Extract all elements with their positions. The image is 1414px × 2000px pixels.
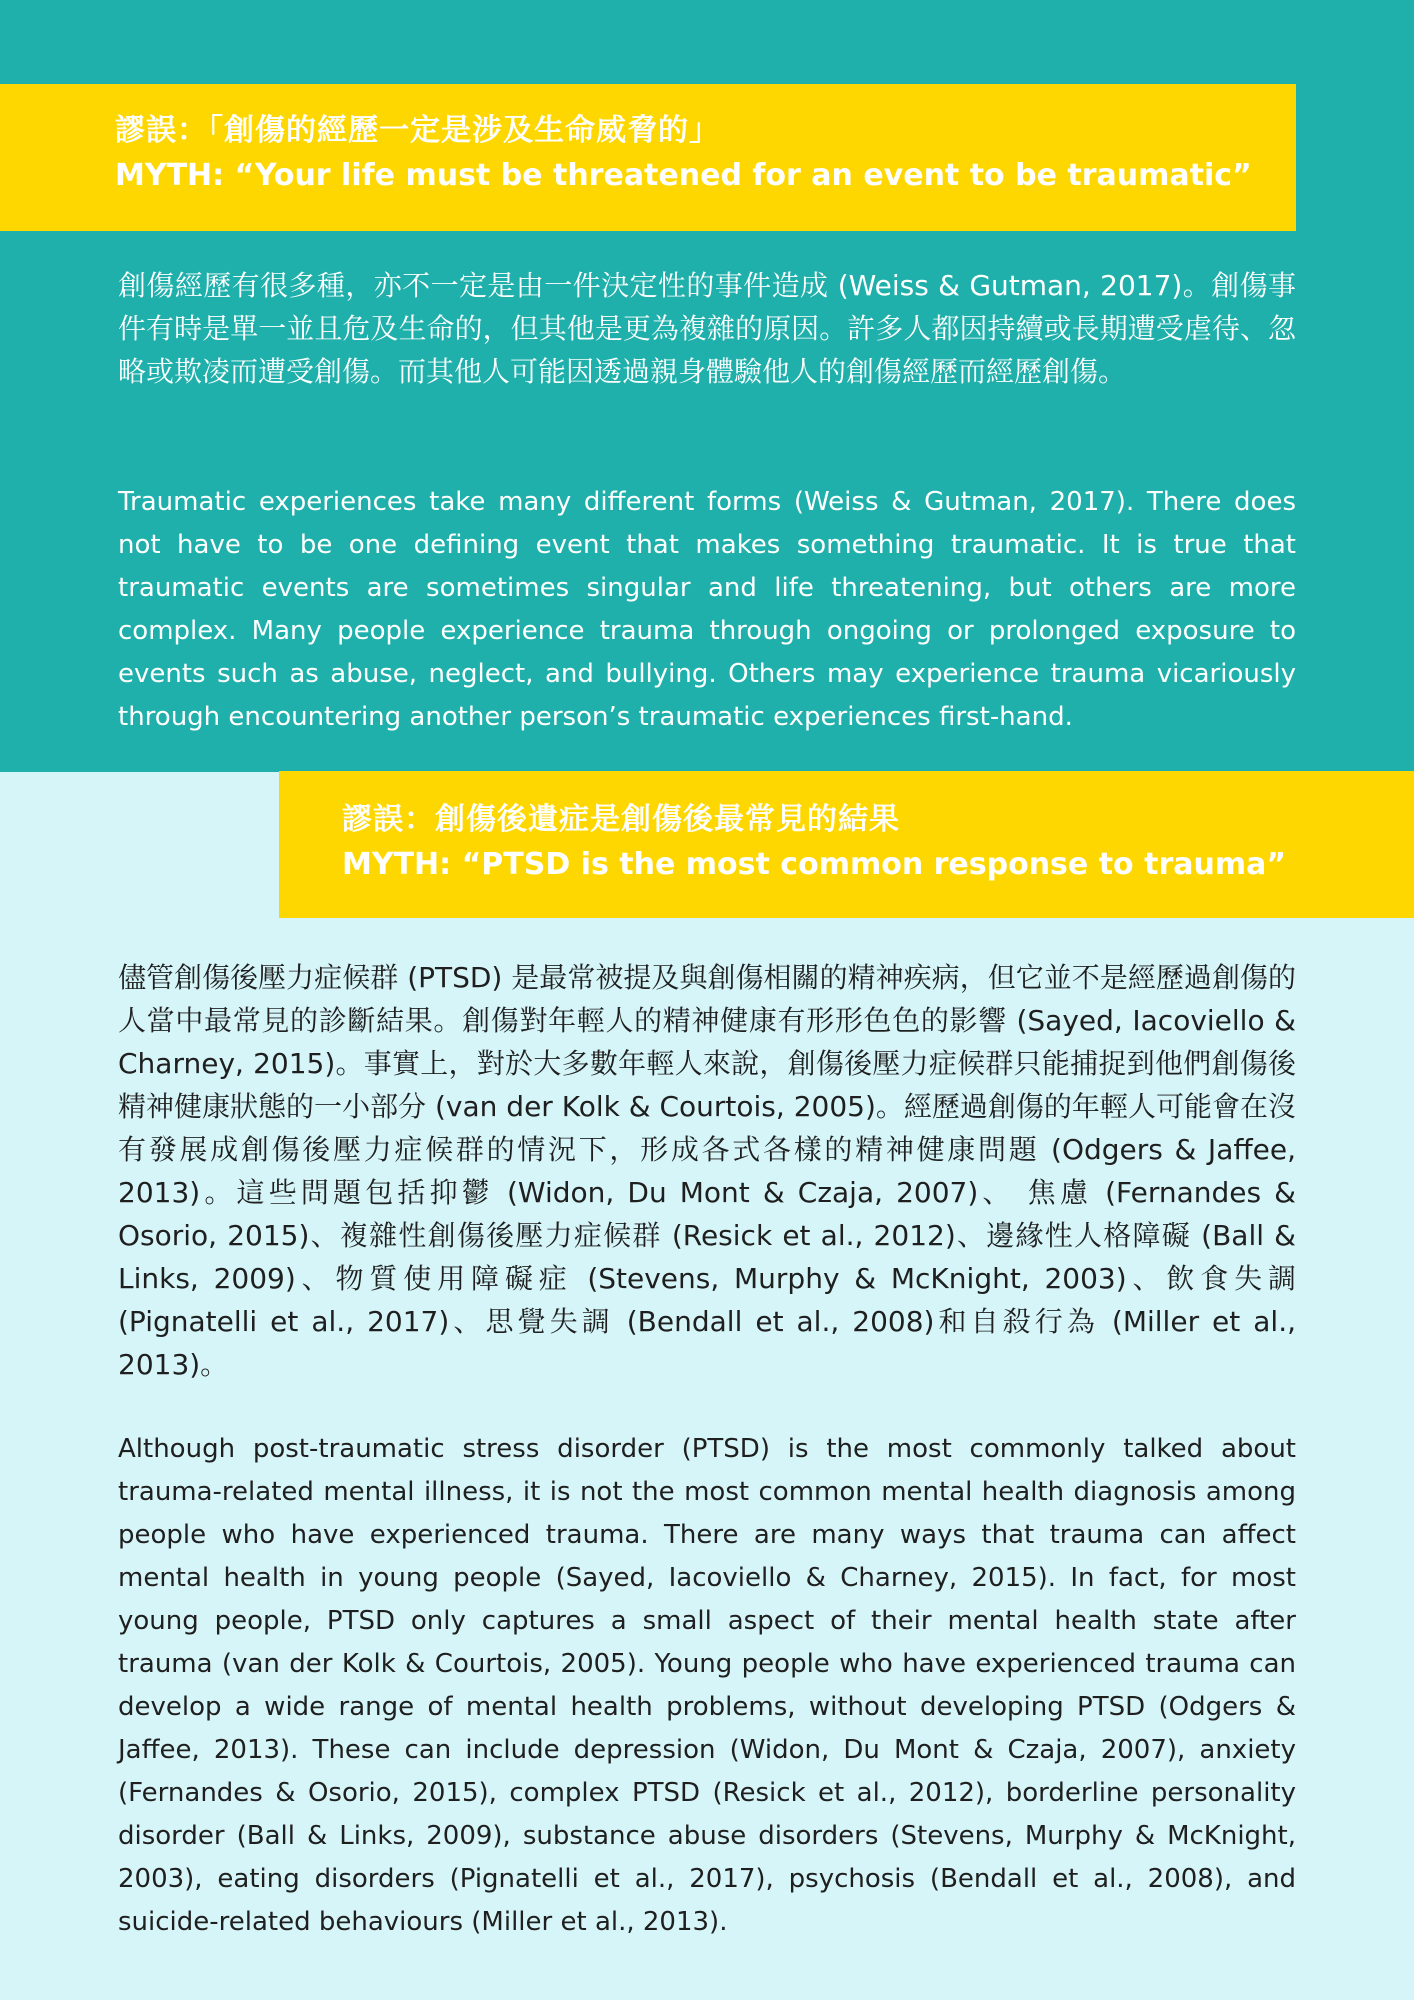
myth-banner-ptsd <box>279 771 1414 918</box>
myth-title-en: MYTH: “Your life must be threatened for an event to be traumatic” <box>115 158 1252 193</box>
body-paragraph-zh: 儘管創傷後壓力症候群 (PTSD) 是最常被提及與創傷相關的精神疾病，但它並不是經歷過創傷的人當中最常見的診斷結果。創傷對年輕人的精神健康有形形色色的影響 (Sayed, Iacoviello & Charney, 2015)。事實上，對於大多數年輕人來說，創傷後壓力症候群只能捕捉到他們創傷後精神健康狀態的一小部分 (van der Kolk & Courtois, 2005)。經歷過創傷的年輕人可能會在沒有發展成創傷後壓力症候群的情況下，形成各式各樣的精神健康問題 (Odgers & Jaffee, 2013)。這些問題包括抑鬱 (Widon, Du Mont & Czaja, 2007)、 焦慮 (Fernandes & Osorio, 2015)、複雜性創傷後壓力症候群 (Resick et al., 2012)、邊緣性人格障礙 (Ball & Links, 2009)、物質使用障礙症 (Stevens, Murphy & McKnight, 2003)、飲食失調 (Pignatelli et al., 2017)、思覺失調 (Bendall et al., 2008)和自殺行為 (Miller et al., 2013)。 <box>118 961 1296 1381</box>
body-paragraph-en: Traumatic experiences take many different forms (Weiss & Gutman, 2017). There does not have to be one defining event that makes something traumatic. It is true that traumatic events are sometimes singular and life threatening, but others are more complex. Many people experience trauma through ongoing or prolonged exposure to events such as abuse, neglect, and bullying. Others may experience trauma vicariously through encountering another person’s traumatic experiences first-hand. <box>118 487 1296 732</box>
body-paragraph-en: Although post-traumatic stress disorder (PTSD) is the most commonly talked about trauma-related mental illness, it is not the most common mental health diagnosis among people who have experienced trauma. There are many ways that trauma can affect mental health in young people (Sayed, Iacoviello & Charney, 2015). In fact, for most young people, PTSD only captures a small aspect of their mental health state after trauma (van der Kolk & Courtois, 2005). Young people who have experienced trauma can develop a wide range of mental health problems, without developing PTSD (Odgers & Jaffee, 2013). These can include depression (Widon, Du Mont & Czaja, 2007), anxiety (Fernandes & Osorio, 2015), complex PTSD (Resick et al., 2012), borderline personality disorder (Ball & Links, 2009), substance abuse disorders (Stevens, Murphy & McKnight, 2003), eating disorders (Pignatelli et al., 2017), psychosis (Bendall et al., 2008), and suicide-related behaviours (Miller et al., 2013). <box>118 1434 1296 1937</box>
myth-title-en: MYTH: “PTSD is the most common response to trauma” <box>342 847 1287 882</box>
myth-section-life-threatened <box>0 0 1414 772</box>
body-paragraph-zh: 創傷經歷有很多種，亦不一定是由一件決定性的事件造成 (Weiss & Gutman, 2017)。創傷事件有時是單一並且危及生命的，但其他是更為複雜的原因。許多人都因持續或長期遭受虐待、忽略或欺凌而遭受創傷。而其他人可能因透過親身體驗他人的創傷經歷而經歷創傷。 <box>118 269 1296 388</box>
myth-banner-life-threatened <box>0 84 1296 231</box>
myth-title-zh: 謬誤：創傷後遺症是創傷後最常見的結果 <box>342 802 900 837</box>
myth-title-zh: 謬誤：「創傷的經歷一定是涉及生命威脅的」 <box>115 113 720 148</box>
